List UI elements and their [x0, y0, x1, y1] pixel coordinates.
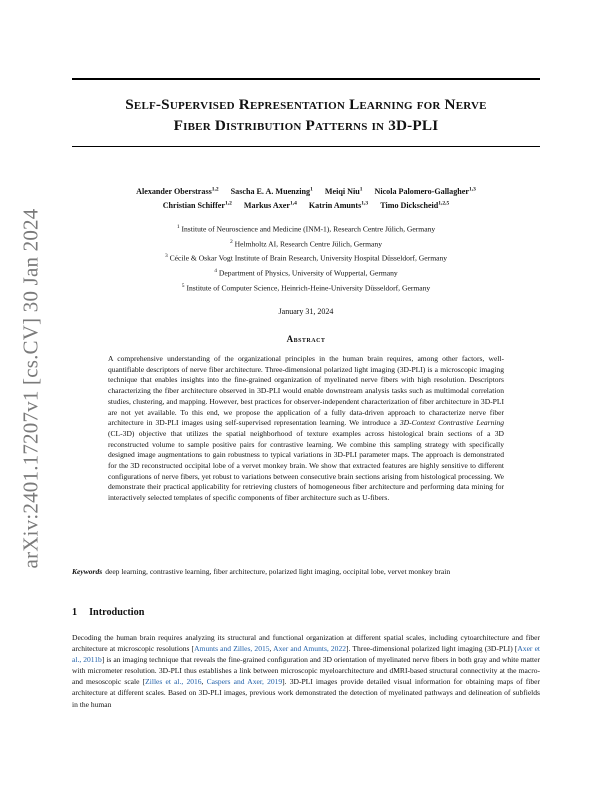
- affiliation: $^4$ Department of Physics, University of Wuppertal, Germany: [214, 267, 398, 278]
- arxiv-sidebar: [14, 208, 48, 568]
- author-list: [72, 183, 540, 212]
- author: Nicola Palomero-Gallagher$^{1,3}$: [374, 186, 476, 196]
- introduction-body: Decoding the human brain requires analyzing its structural and functional organization at different spatial scales, including cytoarchitecture and fiber architecture at microscopic resolutions [Amunts and Zilles, 2015, Axer and Amunts, 2022]. Three-dimensional polarized light imaging (3D-PLI) [Axer et al., 2011b] is an imaging technique that reveals the fine-grained configuration and 3D orientation of myelinated nerve fibers in both gray and white matter with micrometer resolution. 3D-PLI thus establishes a link between microscopic myeloarchitecture and dMRI-based structural connectivity at the macro- and mesoscopic scale [Zilles et al., 2016, Caspers and Axer, 2019]. 3D-PLI images provide detailed visual information for obtaining maps of fiber architecture at different scales. Based on 3D-PLI images, previous work demonstrated the detection of myelinated pathways and delineation of subfields in the human: [72, 633, 541, 709]
- author-row-1: [72, 183, 540, 198]
- author: Christian Schiffer$^{1,2}$: [162, 200, 232, 211]
- title-top-rule: [72, 78, 540, 80]
- citation-link[interactable]: Amunts and Zilles, 2015: [194, 644, 270, 654]
- affiliation: $^5$ Institute of Computer Science, Heinrich-Heine-University Düsseldorf, Germany: [181, 282, 431, 293]
- paper-title: [72, 94, 540, 136]
- author: Markus Axer$^{1,4}$: [243, 200, 297, 211]
- abstract-body: A comprehensive understanding of the organizational principles in the human brain requires, among other factors, well-quantifiable descriptors of nerve fiber architecture. Three-dimensional polarized light imaging (3D-PLI) is a microscopic imaging technique that enables insights into the fine-grained organization of myelinated nerve fibers with high resolution. Descriptors characterizing the fiber architecture observed in 3D-PLI would enable downstream analysis tasks such as multimodal correlation studies, clustering, and mapping. However, best practices for observer-independent characterization of fiber architecture in 3D-PLI are not yet available. To this end, we propose the application of a fully data-driven approach to characterize nerve fiber architecture in 3D-PLI images using self-supervised representation learning. We introduce a 3D-Context Contrastive Learning (CL-3D) objective that utilizes the spatial neighborhood of texture examples across histological brain sections of a 3D reconstructed volume to sample positive pairs for contrastive learning. We combine this sampling strategy with specifically designed image augmentations to gain robustness to typical variations in 3D-PLI parameter maps. The approach is demonstrated for the 3D reconstructed occipital lobe of a vervet monkey brain. We show that extracted features are highly sensitive to different configurations of nerve fibers, yet robust to variations between consecutive brain sections arising from histological processing. We demonstrate their practical applicability for retrieving clusters of homogeneous fiber architecture and performing data mining for interactively selected templates of specific components of fiber architecture such as U-fibers.: [108, 354, 504, 503]
- section-heading-introduction: 1 Introduction: [72, 607, 145, 618]
- title-bottom-rule: [72, 146, 540, 147]
- author: Sascha E. A. Muenzing$^1$: [230, 186, 313, 196]
- abstract-emphasis: 3D-Context Contrastive Learning: [399, 418, 504, 428]
- author: Alexander Oberstrass$^{1,2}$: [136, 186, 219, 196]
- author: Timo Dickscheid$^{1,2,5}$: [380, 200, 450, 211]
- affiliation: $^2$ Helmholtz AI, Research Centre Jülich, Germany: [229, 238, 383, 249]
- citation-link[interactable]: Zilles et al., 2016: [145, 677, 202, 687]
- title-line-1: Self-Supervised Representation Learning for Nerve: [125, 96, 487, 113]
- publication-date: January 31, 2024: [278, 307, 334, 316]
- affiliation-list: [72, 221, 540, 294]
- keywords-text: deep learning, contrastive learning, fiber architecture, polarized light imaging, occipital lobe, vervet monkey brain: [105, 567, 451, 576]
- affiliation: $^1$ Institute of Neuroscience and Medicine (INM-1), Research Centre Jülich, Germany: [176, 224, 436, 234]
- citation-link[interactable]: Axer and Amunts, 2022: [273, 644, 347, 654]
- abstract-heading: Abstract: [286, 334, 326, 344]
- affiliation: $^3$ Cécile & Oskar Vogt Institute of Brain Research, University Hospital Düsseldorf, Germany: [164, 253, 448, 263]
- citation-link[interactable]: Caspers and Axer, 2019: [206, 677, 283, 687]
- arxiv-identifier: arXiv:2401.17207v1 [cs.CV] 30 Jan 2024: [18, 208, 43, 568]
- keywords-label: Keywords: [72, 567, 103, 576]
- author: Meiqi Niu$^1$: [324, 186, 363, 196]
- keywords: [72, 567, 540, 578]
- author-row-2: [72, 198, 540, 213]
- author: Katrin Amunts$^{1,3}$: [308, 200, 369, 211]
- citation-link[interactable]: Axer et al., 2011b: [72, 644, 541, 665]
- title-line-2: Fiber Distribution Patterns in 3D-PLI: [173, 117, 439, 134]
